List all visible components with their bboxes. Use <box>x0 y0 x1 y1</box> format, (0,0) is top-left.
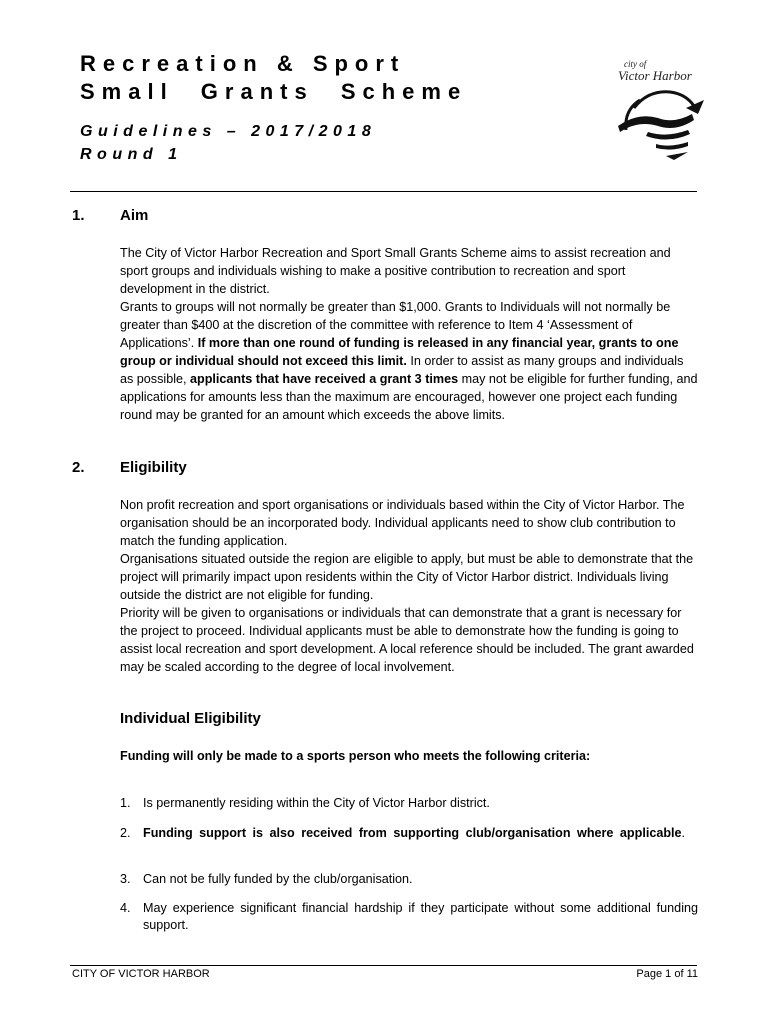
title-line-1: Recreation & Sport <box>80 51 406 76</box>
section-heading-aim: Aim <box>120 207 149 224</box>
criteria-number: 3. <box>120 872 131 886</box>
document-title <box>80 50 467 106</box>
criteria-item <box>120 825 698 842</box>
criteria-text-bold: Funding support is also received from supporting club/organisation where applicable <box>143 826 682 840</box>
aim-text: may not be eligible for further funding, and applications for amounts less than the maximum are encouraged, however one project each funding round may be granted for an amount which exceeds the above limits. <box>120 372 698 422</box>
logo-small-text: city of <box>624 59 647 69</box>
subtitle-line-2: Round 1 <box>80 146 183 163</box>
section-number: 1. <box>72 207 85 224</box>
criteria-item <box>120 795 698 812</box>
criteria-lead: Funding will only be made to a sports person who meets the following criteria: <box>120 749 591 763</box>
aim-paragraph-2 <box>120 298 700 424</box>
eligibility-paragraph-3: Priority will be given to organisations or individuals that can demonstrate that a grant is necessary for the project to proceed. Individual applicants must be able to demonstrate how the funding is going to assist local recreation and sport development. A local reference should be included. The grant awarded may be scaled according to the degree of local involvement. <box>120 606 694 674</box>
subtitle-line-1: Guidelines – 2017/2018 <box>80 123 377 140</box>
aim-paragraph-1: The City of Victor Harbor Recreation and Sport Small Grants Scheme aims to assist recreation and sport groups and individuals wishing to make a positive contribution to recreation and sport development in the district. <box>120 246 671 296</box>
criteria-text-period: . <box>681 826 686 840</box>
eligibility-body <box>120 496 700 676</box>
criteria-text: Can not be fully funded by the club/organisation. <box>143 872 413 886</box>
section-number: 2. <box>72 459 85 476</box>
aim-text: Grants to groups will not normally be greater than $1,000. Grants to Individuals will not normally be greater than $400 at the discretion of the committee with reference to Item 4 ‘Assessment of Applications’. <box>120 300 671 350</box>
criteria-text <box>143 825 698 842</box>
criteria-item <box>120 900 698 934</box>
criteria-number: 4. <box>120 901 131 915</box>
individual-eligibility-heading: Individual Eligibility <box>120 710 261 727</box>
criteria-number: 1. <box>120 796 131 810</box>
header-divider <box>70 191 697 192</box>
aim-text: In order to assist as many groups and individuals as possible, <box>120 354 684 386</box>
document-subtitle <box>80 120 376 166</box>
aim-emphasis: If more than one round of funding is released in any financial year, grants to one group or individual should not exceed this limit. <box>120 336 679 368</box>
logo-text: Victor Harbor <box>618 68 692 83</box>
criteria-text: May experience significant financial hardship if they participate without some additional funding support. <box>143 901 698 932</box>
aim-emphasis: applicants that have received a grant 3 times <box>190 372 459 386</box>
city-logo <box>608 56 714 166</box>
criteria-item <box>120 871 698 888</box>
footer-page-number: Page 1 of 11 <box>636 968 698 980</box>
title-line-2: Small Grants Scheme <box>80 79 468 104</box>
eligibility-paragraph-1: Non profit recreation and sport organisations or individuals based within the City of Victor Harbor. The organisation should be an incorporated body. Individual applicants need to show club contribution to match the funding application. <box>120 498 685 548</box>
aim-body <box>120 244 700 424</box>
eligibility-paragraph-2: Organisations situated outside the region are eligible to apply, but must be able to demonstrate that the project will primarily impact upon residents within the City of Victor Harbor district. Individuals living outside the district are not eligible for funding. <box>120 552 694 602</box>
footer-organisation: CITY OF VICTOR HARBOR <box>72 968 210 980</box>
criteria-text: Is permanently residing within the City of Victor Harbor district. <box>143 796 490 810</box>
footer-divider <box>70 965 697 966</box>
criteria-number: 2. <box>120 826 131 840</box>
section-heading-eligibility: Eligibility <box>120 459 187 476</box>
